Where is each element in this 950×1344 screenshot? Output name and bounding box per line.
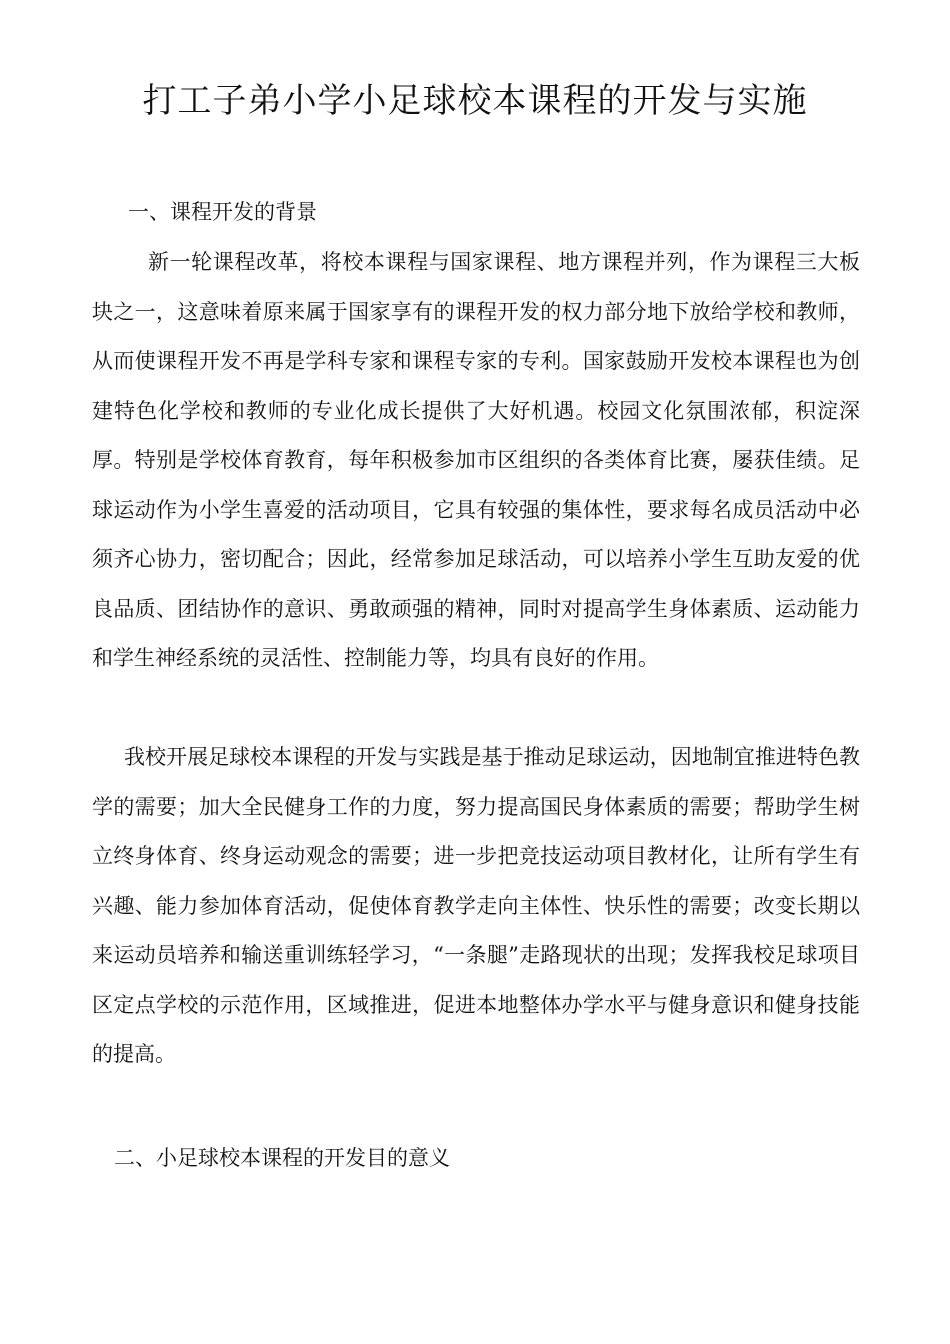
section-heading-background: 一、课程开发的背景 xyxy=(128,200,317,224)
section-heading-purpose: 二、小足球校本课程的开发目的意义 xyxy=(114,1146,450,1170)
document-title: 打工子弟小学小足球校本课程的开发与实施 xyxy=(142,81,808,121)
paragraph-background: 新一轮课程改革，将校本课程与国家课程、地方课程并列，作为课程三大板块之一，这意味着原来属于国家享有的课程开发的权力部分地下放给学校和教师，从而使课程开发不再是学科专家和课程专家的专利。国家鼓励开发校本课程也为创建特色化学校和教师的专业化成长提供了大好机遇。校园文化氛围浓郁，积淀深厚。特别是学校体育教育，每年积极参加市区组织的各类体育比赛，屡获佳绩。足球运动作为小学生喜爱的活动项目，它具有较强的集体性，要求每名成员活动中必须齐心协力，密切配合；因此，经常参加足球活动，可以培养小学生互助友爱的优良品质、团结协作的意识、勇敢顽强的精神，同时对提高学生身体素质、运动能力和学生神经系统的灵活性、控制能力等，均具有良好的作用。 xyxy=(92,250,860,670)
paragraph-practice-needs: 我校开展足球校本课程的开发与实践是基于推动足球运动，因地制宜推进特色教学的需要；加大全民健身工作的力度，努力提高国民身体素质的需要；帮助学生树立终身体育、终身运动观念的需要；进一步把竞技运动项目教材化，让所有学生有兴趣、能力参加体育活动，促使体育教学走向主体性、快乐性的需要；改变长期以来运动员培养和输送重训练轻学习，“一条腿”走路现状的出现；发挥我校足球项目区定点学校的示范作用，区域推进，促进本地整体办学水平与健身意识和健身技能的提高。 xyxy=(92,745,860,1066)
